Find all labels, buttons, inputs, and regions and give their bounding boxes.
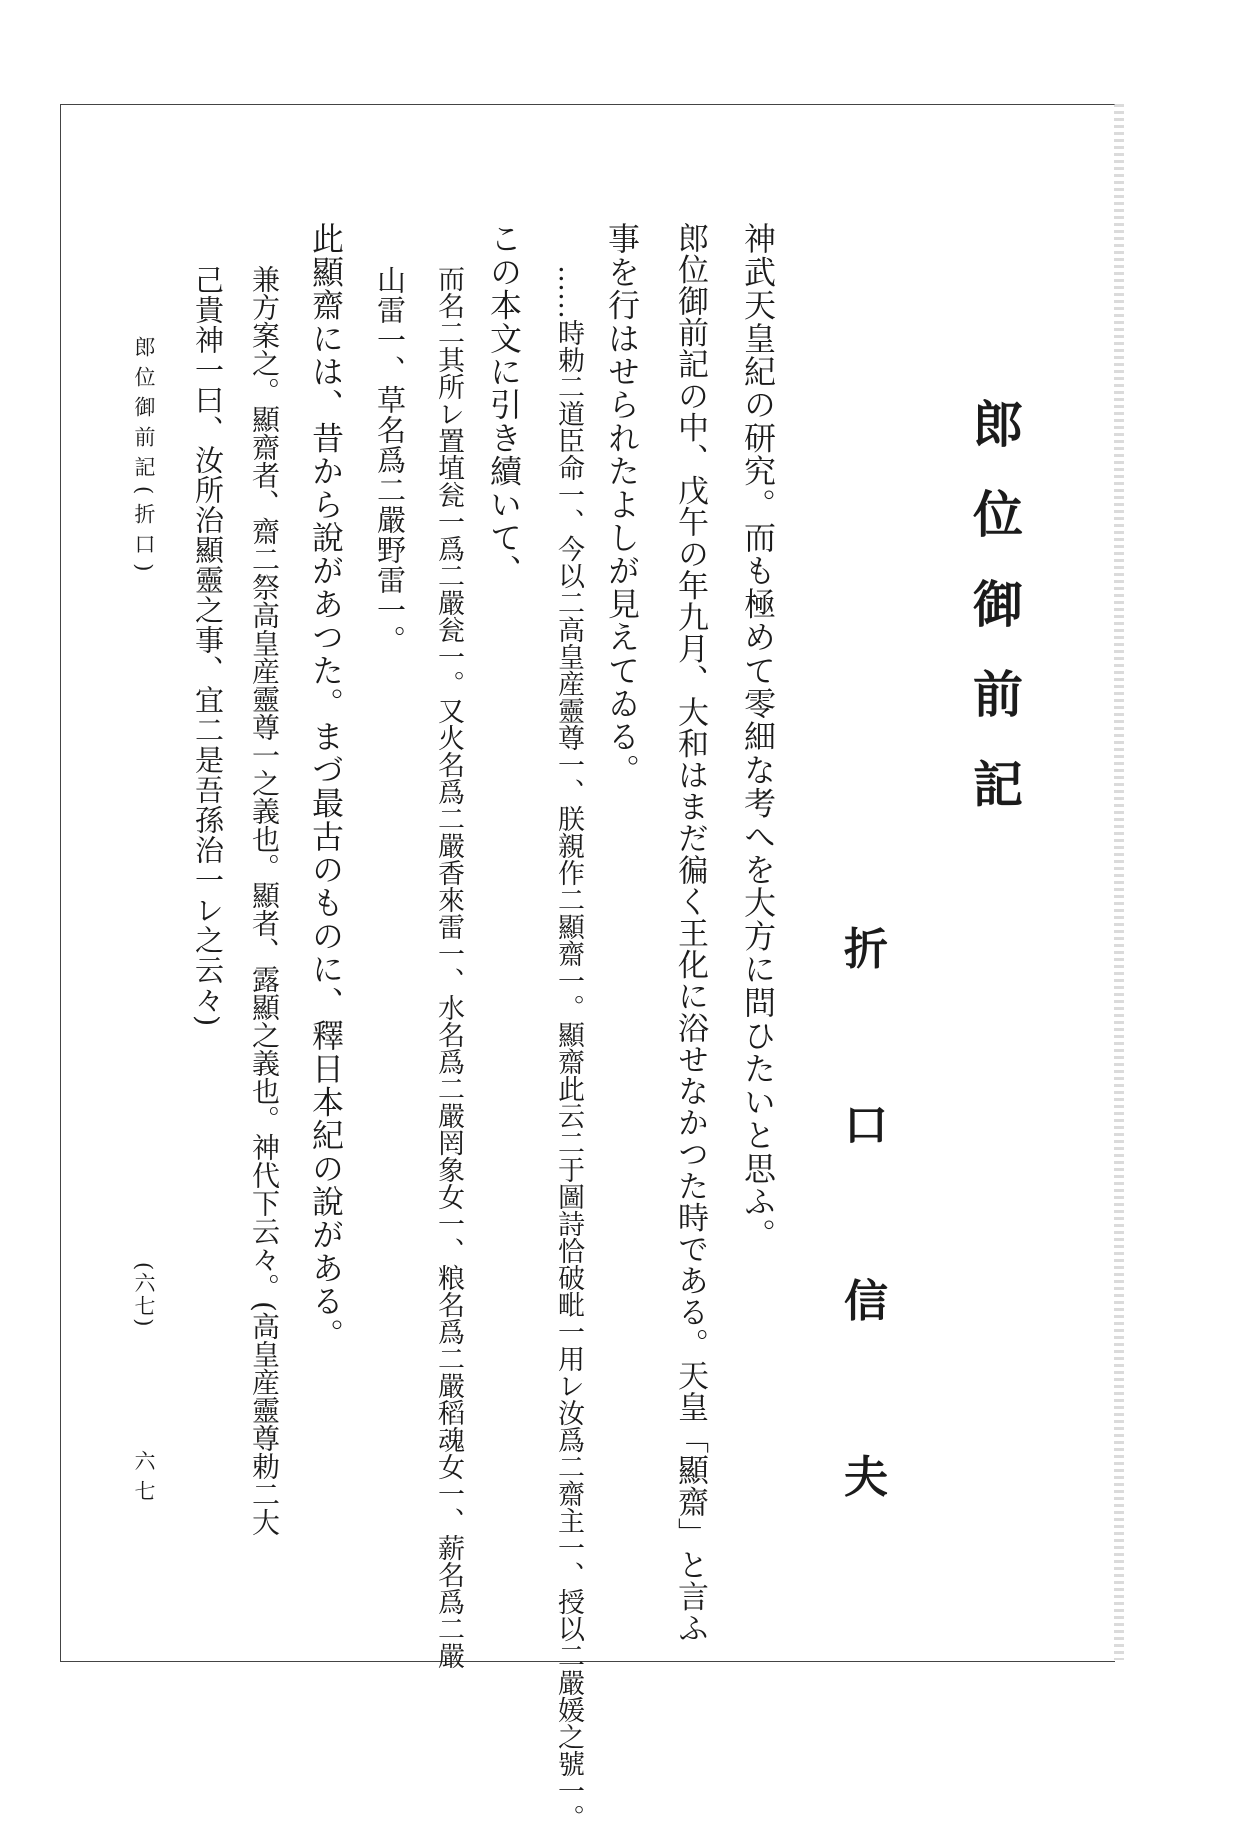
running-title: 郎位御前記(折口) [132, 336, 156, 581]
page-number-kanji: (六七) [132, 1262, 156, 1329]
body-line: 郎位御前記の中、戊午の年九月、大和はまだ徧く王化に浴せなかつた時である。天皇「顯齋」と言ふ [672, 222, 708, 1644]
quoted-passage: 而名二其所レ置埴瓮一爲二嚴瓮一。又火名爲二嚴香來雷一、水名爲二嚴罔象女一、粮名爲二嚴稻魂女一、薪名爲二嚴 [433, 265, 464, 1669]
title-char: 郎 [973, 395, 1023, 454]
body-line: この本文に引き續いて、 [485, 222, 523, 588]
author-char: 口 [844, 1100, 888, 1151]
quoted-passage: ……時勅二道臣命一、今以二高皇産靈尊一、朕親作二顯齋一。顯齋此云二于圖詩恰破毗一用レ汝爲二齋主一、授以二嚴媛之號一。 [553, 265, 584, 1831]
title-char: 位 [973, 485, 1023, 544]
body-line: 此顯齋には、昔から說があつた。まづ最古のものに、釋日本紀の說がある。 [307, 222, 345, 1351]
title-char: 前 [973, 665, 1023, 724]
author-char: 夫 [844, 1452, 888, 1503]
quoted-passage: 兼方案之。顯齋者、齋二祭高皇産靈尊一之義也。顯者、露顯之義也。神代下云々。(高皇産靈尊勅二大 [248, 265, 281, 1536]
body-line: 神武天皇紀の研究。而も極めて零細な考へを大方に問ひたいと思ふ。 [739, 222, 777, 1252]
page-number: 六七 [132, 1450, 156, 1510]
page-edge [1114, 104, 1124, 1660]
quoted-passage: 山雷一、草名爲二嚴野雷一。 [373, 265, 407, 655]
author-char: 信 [844, 1276, 888, 1327]
body-line: 事を行はせられたよしが見えてゐる。 [603, 222, 641, 787]
author-char: 折 [844, 924, 888, 975]
quoted-passage: 己貴神一曰、汝所治顯靈之事、宜二是吾孫治一レ之云々) [191, 265, 225, 1028]
title-char: 記 [973, 755, 1023, 814]
title-char: 御 [973, 575, 1023, 634]
